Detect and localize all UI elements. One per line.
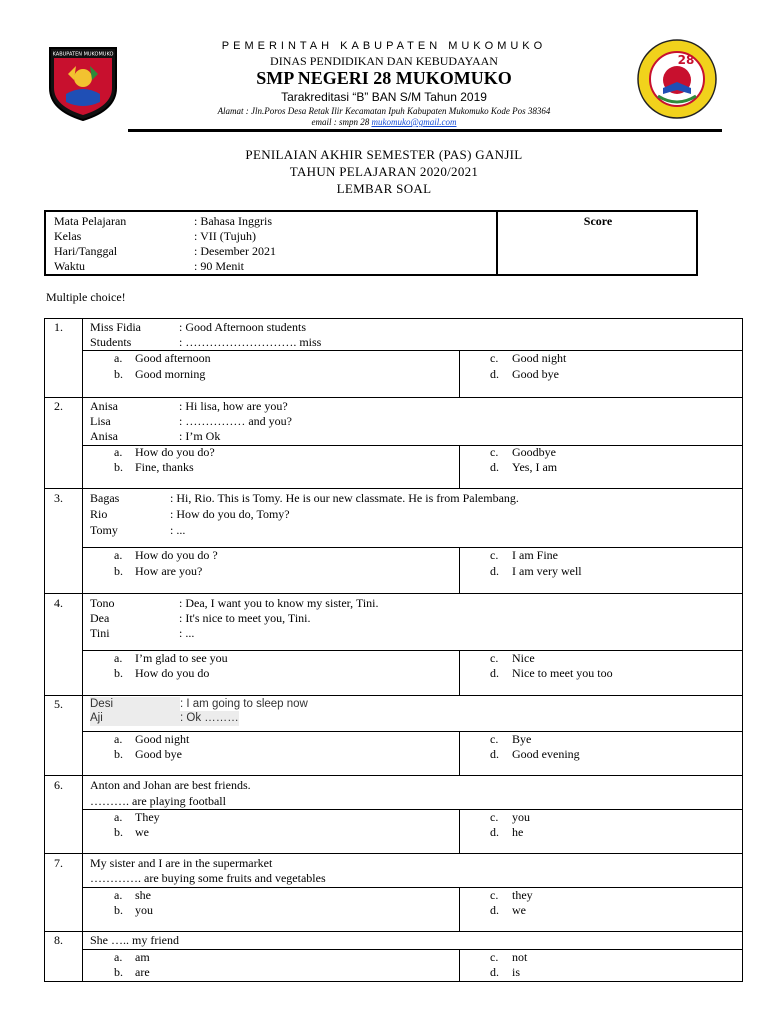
dialog-text: : Hi lisa, how are you? [179, 399, 288, 413]
info-label: Waktu [54, 259, 86, 273]
info-label: Mata Pelajaran [54, 214, 127, 228]
option-a[interactable]: I’m glad to see you [135, 651, 228, 665]
dialog-speaker: Rio [90, 507, 108, 521]
dialog-text: : ... [179, 626, 195, 640]
option-letter: c. [490, 810, 499, 824]
question-number: 5. [54, 697, 63, 711]
option-letter: a. [114, 548, 123, 562]
sheet-title: LEMBAR SOAL [336, 181, 432, 196]
row-divider [44, 695, 743, 696]
option-letter: b. [114, 747, 123, 761]
table-border [44, 318, 45, 982]
option-letter: d. [490, 367, 499, 381]
option-letter: b. [114, 903, 123, 917]
section-label: Multiple choice! [46, 290, 126, 304]
row-divider [44, 397, 743, 398]
info-value: : VII (Tujuh) [194, 229, 257, 243]
dialog-speaker: Anisa [90, 429, 118, 443]
info-value: : 90 Menit [194, 259, 244, 273]
row-divider [44, 488, 743, 489]
email-link[interactable]: mukomuko@gmail.com [371, 117, 457, 127]
question-number: 7. [54, 856, 63, 870]
option-letter: b. [114, 965, 123, 979]
question-text: …………. are buying some fruits and vegetables [90, 871, 326, 885]
question-number: 8. [54, 933, 63, 947]
option-c[interactable]: Good night [512, 351, 567, 365]
row-divider [82, 949, 743, 950]
score-label: Score [583, 214, 613, 228]
option-letter: a. [114, 950, 123, 964]
dialog-text: : ... [170, 523, 186, 537]
option-a[interactable]: Good afternoon [135, 351, 211, 365]
dialog-text: : Good Afternoon students [179, 320, 306, 334]
dialog-speaker: Dea [90, 611, 110, 625]
option-letter: a. [114, 888, 123, 902]
option-letter: b. [114, 564, 123, 578]
option-letter: a. [114, 351, 123, 365]
dialog-speaker: Tono [90, 596, 115, 610]
row-divider [82, 887, 743, 888]
option-c[interactable]: you [512, 810, 530, 824]
exam-info-box [44, 210, 698, 276]
option-letter: c. [490, 732, 499, 746]
email-prefix: email : smpn 28 [311, 117, 372, 127]
option-d[interactable]: Nice to meet you too [512, 666, 613, 680]
question-table [44, 318, 743, 982]
option-c[interactable]: Bye [512, 732, 532, 746]
info-value: : Desember 2021 [194, 244, 276, 258]
option-d[interactable]: Yes, I am [512, 460, 558, 474]
question-number: 6. [54, 778, 63, 792]
option-d[interactable]: I am very well [512, 564, 582, 578]
table-border [44, 981, 743, 982]
option-c[interactable]: they [512, 888, 533, 902]
option-c[interactable]: I am Fine [512, 548, 558, 562]
option-letter: b. [114, 460, 123, 474]
dialog-speaker: Students [90, 335, 132, 349]
option-a[interactable]: They [135, 810, 160, 824]
dialog-speaker: Anisa [90, 399, 118, 413]
option-letter: a. [114, 651, 123, 665]
dialog-speaker: Aji [90, 711, 180, 726]
government-heading: PEMERINTAH KABUPATEN MUKOMUKO [221, 40, 547, 52]
option-column-divider [459, 809, 460, 853]
address-text: Alamat : Jln.Poros Desa Retak Ilir Kecamatan Ipuh Kabupaten Mukomuko Kode Pos 38364 [217, 106, 551, 116]
department-heading: DINAS PENDIDIKAN DAN KEBUDAYAAN [270, 54, 498, 68]
option-letter: d. [490, 460, 499, 474]
question-text: ………. are playing football [90, 794, 226, 808]
option-column-divider [459, 350, 460, 397]
dialog-speaker: Tomy [90, 523, 118, 537]
option-letter: b. [114, 367, 123, 381]
question-number: 2. [54, 399, 63, 413]
option-b[interactable]: we [135, 825, 149, 839]
question-number: 1. [54, 320, 63, 334]
option-column-divider [459, 445, 460, 488]
left-logo-text: KABUPATEN MUKOMUKO [52, 51, 114, 58]
option-letter: c. [490, 548, 499, 562]
info-label: Hari/Tanggal [54, 244, 118, 258]
option-c[interactable]: Goodbye [512, 445, 556, 459]
option-b[interactable]: Fine, thanks [135, 460, 194, 474]
option-b[interactable]: How do you do [135, 666, 210, 680]
option-letter: b. [114, 825, 123, 839]
option-column-divider [459, 731, 460, 775]
option-a[interactable]: am [135, 950, 150, 964]
row-divider [44, 775, 743, 776]
option-a[interactable]: Good night [135, 732, 190, 746]
option-d[interactable]: Good bye [512, 367, 559, 381]
option-letter: c. [490, 651, 499, 665]
option-a[interactable]: How do you do? [135, 445, 215, 459]
dialog-text: : It's nice to meet you, Tini. [179, 611, 311, 625]
option-letter: b. [114, 666, 123, 680]
option-a[interactable]: How do you do ? [135, 548, 218, 562]
row-divider [44, 931, 743, 932]
option-column-divider [459, 949, 460, 981]
question-text: My sister and I are in the supermarket [90, 856, 273, 870]
info-value: : Bahasa Inggris [194, 214, 272, 228]
option-column-divider [459, 887, 460, 931]
option-b[interactable]: Good morning [135, 367, 206, 381]
option-b[interactable]: you [135, 903, 153, 917]
dialog-speaker: Desi [90, 697, 180, 712]
dialog-speaker: Lisa [90, 414, 111, 428]
dialog-text: : ………………………. miss [179, 335, 322, 349]
option-letter: d. [490, 825, 499, 839]
option-letter: d. [490, 903, 499, 917]
row-divider [44, 853, 743, 854]
option-letter: d. [490, 747, 499, 761]
dialog-text: : Ok ……… [180, 712, 239, 724]
dialog-speaker: Bagas [90, 491, 120, 505]
option-letter: a. [114, 810, 123, 824]
email-line [0, 117, 768, 127]
school-year: TAHUN PELAJARAN 2020/2021 [289, 164, 479, 179]
option-letter: c. [490, 888, 499, 902]
info-label: Kelas [54, 229, 82, 243]
option-b[interactable]: How are you? [135, 564, 203, 578]
school-name: SMP NEGERI 28 MUKOMUKO [256, 68, 512, 88]
row-divider [44, 593, 743, 594]
dialog-text: : I am going to sleep now [180, 698, 308, 710]
option-column-divider [459, 650, 460, 695]
question-number: 3. [54, 491, 63, 505]
header-rule [128, 129, 722, 132]
dialog-speaker: Tini [90, 626, 110, 640]
question-number: 4. [54, 596, 63, 610]
option-c[interactable]: Nice [512, 651, 535, 665]
option-letter: d. [490, 965, 499, 979]
question-text: She ….. my friend [90, 933, 179, 947]
emblem-number: 28 [677, 53, 695, 67]
option-d[interactable]: Good evening [512, 747, 580, 761]
option-letter: c. [490, 351, 499, 365]
row-divider [82, 809, 743, 810]
dialog-speaker: Miss Fidia [90, 320, 142, 334]
dialog-text: : How do you do, Tomy? [170, 507, 290, 521]
option-b[interactable]: Good bye [135, 747, 182, 761]
option-letter: a. [114, 732, 123, 746]
option-letter: c. [490, 445, 499, 459]
option-letter: c. [490, 950, 499, 964]
option-d[interactable]: we [512, 903, 526, 917]
option-column-divider [459, 547, 460, 593]
option-a[interactable]: she [135, 888, 151, 902]
dialog-text: : Dea, I want you to know my sister, Tini. [179, 596, 379, 610]
option-letter: d. [490, 666, 499, 680]
option-d[interactable]: is [512, 965, 521, 979]
table-border [44, 318, 743, 319]
option-c[interactable]: not [512, 950, 528, 964]
option-d[interactable]: he [512, 825, 524, 839]
option-letter: a. [114, 445, 123, 459]
dialog-text: : Hi, Rio. This is Tomy. He is our new classmate. He is from Palembang. [170, 491, 519, 505]
question-text: Anton and Johan are best friends. [90, 778, 251, 792]
option-letter: d. [490, 564, 499, 578]
accreditation-text: Tarakreditasi “B” BAN S/M Tahun 2019 [281, 90, 487, 104]
exam-title: PENILAIAN AKHIR SEMESTER (PAS) GANJIL [245, 147, 523, 162]
option-b[interactable]: are [135, 965, 150, 979]
dialog-text: : …………… and you? [179, 414, 292, 428]
dialog-text: : I’m Ok [179, 429, 221, 443]
